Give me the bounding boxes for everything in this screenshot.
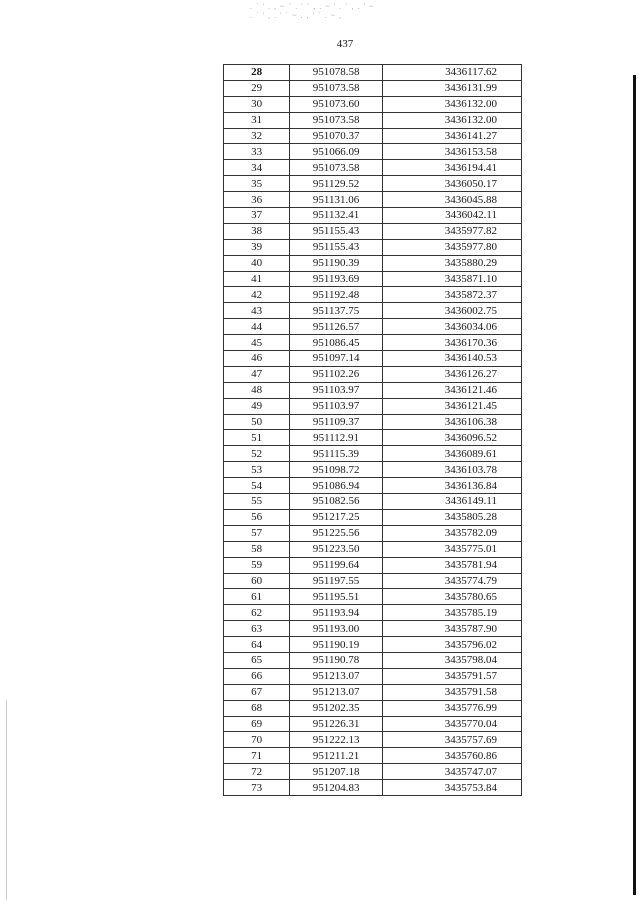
- point-number-cell: 65: [224, 652, 290, 668]
- table-row: [224, 382, 522, 398]
- x-coordinate-cell: 951132.41: [290, 208, 383, 224]
- point-number-cell: 73: [224, 780, 290, 796]
- table-row: [224, 144, 522, 160]
- x-coordinate-cell: 951066.09: [290, 144, 383, 160]
- y-coordinate-cell: 3435791.57: [382, 668, 521, 684]
- table-row: [224, 509, 522, 525]
- x-coordinate-cell: 951213.07: [290, 668, 383, 684]
- y-coordinate-cell: 3436132.00: [382, 96, 521, 112]
- point-number-cell: 44: [224, 319, 290, 335]
- point-number-cell: 70: [224, 732, 290, 748]
- point-number-cell: 58: [224, 541, 290, 557]
- table-row: [224, 732, 522, 748]
- table-row: [224, 335, 522, 351]
- x-coordinate-cell: 951073.58: [290, 160, 383, 176]
- scan-artifact: . ` ' . , ~ ` . ' ` , . ~ ' . ` , . ' ~ . ` ' , . ' ` ~ . , ' ` . ~ ,: [250, 2, 375, 20]
- table-row: [224, 494, 522, 510]
- x-coordinate-cell: 951202.35: [290, 700, 383, 716]
- y-coordinate-cell: 3436131.99: [382, 80, 521, 96]
- y-coordinate-cell: 3435880.29: [382, 255, 521, 271]
- x-coordinate-cell: 951131.06: [290, 192, 383, 208]
- point-number-cell: 72: [224, 764, 290, 780]
- x-coordinate-cell: 951073.58: [290, 112, 383, 128]
- point-number-cell: 36: [224, 192, 290, 208]
- point-number-cell: 35: [224, 176, 290, 192]
- x-coordinate-cell: 951097.14: [290, 351, 383, 367]
- point-number-cell: 53: [224, 462, 290, 478]
- x-coordinate-cell: 951086.45: [290, 335, 383, 351]
- table-row: [224, 589, 522, 605]
- table-row: [224, 351, 522, 367]
- x-coordinate-cell: 951155.43: [290, 223, 383, 239]
- y-coordinate-cell: 3436042.11: [382, 208, 521, 224]
- point-number-cell: 39: [224, 239, 290, 255]
- y-coordinate-cell: 3436103.78: [382, 462, 521, 478]
- y-coordinate-cell: 3436140.53: [382, 351, 521, 367]
- x-coordinate-cell: 951078.58: [290, 65, 383, 81]
- table-row: [224, 684, 522, 700]
- table-row: [224, 239, 522, 255]
- table-row: [224, 112, 522, 128]
- x-coordinate-cell: 951226.31: [290, 716, 383, 732]
- point-number-cell: 63: [224, 621, 290, 637]
- x-coordinate-cell: 951073.60: [290, 96, 383, 112]
- y-coordinate-cell: 3436194.41: [382, 160, 521, 176]
- y-coordinate-cell: 3436002.75: [382, 303, 521, 319]
- y-coordinate-cell: 3435780.65: [382, 589, 521, 605]
- table-row: [224, 700, 522, 716]
- point-number-cell: 49: [224, 398, 290, 414]
- coordinates-table-body: [224, 65, 522, 796]
- table-row: [224, 287, 522, 303]
- y-coordinate-cell: 3435796.02: [382, 637, 521, 653]
- x-coordinate-cell: 951190.78: [290, 652, 383, 668]
- point-number-cell: 59: [224, 557, 290, 573]
- table-row: [224, 748, 522, 764]
- table-row: [224, 303, 522, 319]
- point-number-cell: 47: [224, 366, 290, 382]
- table-row: [224, 621, 522, 637]
- point-number-cell: 62: [224, 605, 290, 621]
- point-number-cell: 31: [224, 112, 290, 128]
- table-row: [224, 605, 522, 621]
- table-row: [224, 255, 522, 271]
- x-coordinate-cell: 951195.51: [290, 589, 383, 605]
- point-number-cell: 55: [224, 494, 290, 510]
- x-coordinate-cell: 951197.55: [290, 573, 383, 589]
- table-row: [224, 478, 522, 494]
- y-coordinate-cell: 3435785.19: [382, 605, 521, 621]
- x-coordinate-cell: 951115.39: [290, 446, 383, 462]
- table-row: [224, 398, 522, 414]
- point-number-cell: 30: [224, 96, 290, 112]
- y-coordinate-cell: 3436089.61: [382, 446, 521, 462]
- x-coordinate-cell: 951211.21: [290, 748, 383, 764]
- point-number-cell: 29: [224, 80, 290, 96]
- point-number-cell: 42: [224, 287, 290, 303]
- point-number-cell: 67: [224, 684, 290, 700]
- x-coordinate-cell: 951129.52: [290, 176, 383, 192]
- table-row: [224, 780, 522, 796]
- y-coordinate-cell: 3436121.45: [382, 398, 521, 414]
- point-number-cell: 52: [224, 446, 290, 462]
- point-number-cell: 33: [224, 144, 290, 160]
- y-coordinate-cell: 3435781.94: [382, 557, 521, 573]
- y-coordinate-cell: 3436096.52: [382, 430, 521, 446]
- y-coordinate-cell: 3436153.58: [382, 144, 521, 160]
- y-coordinate-cell: 3435791.58: [382, 684, 521, 700]
- table-row: [224, 319, 522, 335]
- table-row: [224, 525, 522, 541]
- x-coordinate-cell: 951102.26: [290, 366, 383, 382]
- x-coordinate-cell: 951217.25: [290, 509, 383, 525]
- y-coordinate-cell: 3436121.46: [382, 382, 521, 398]
- table-row: [224, 446, 522, 462]
- point-number-cell: 28: [224, 65, 290, 81]
- x-coordinate-cell: 951193.94: [290, 605, 383, 621]
- point-number-cell: 51: [224, 430, 290, 446]
- point-number-cell: 32: [224, 128, 290, 144]
- y-coordinate-cell: 3435770.04: [382, 716, 521, 732]
- x-coordinate-cell: 951207.18: [290, 764, 383, 780]
- table-row: [224, 637, 522, 653]
- x-coordinate-cell: 951086.94: [290, 478, 383, 494]
- table-row: [224, 65, 522, 81]
- point-number-cell: 34: [224, 160, 290, 176]
- table-row: [224, 271, 522, 287]
- table-row: [224, 96, 522, 112]
- y-coordinate-cell: 3436141.27: [382, 128, 521, 144]
- y-coordinate-cell: 3436106.38: [382, 414, 521, 430]
- table-row: [224, 366, 522, 382]
- y-coordinate-cell: 3436170.36: [382, 335, 521, 351]
- point-number-cell: 69: [224, 716, 290, 732]
- table-row: [224, 192, 522, 208]
- x-coordinate-cell: 951190.19: [290, 637, 383, 653]
- x-coordinate-cell: 951082.56: [290, 494, 383, 510]
- y-coordinate-cell: 3436034.06: [382, 319, 521, 335]
- y-coordinate-cell: 3435871.10: [382, 271, 521, 287]
- x-coordinate-cell: 951098.72: [290, 462, 383, 478]
- point-number-cell: 64: [224, 637, 290, 653]
- table-row: [224, 764, 522, 780]
- y-coordinate-cell: 3435782.09: [382, 525, 521, 541]
- y-coordinate-cell: 3435977.80: [382, 239, 521, 255]
- x-coordinate-cell: 951103.97: [290, 398, 383, 414]
- point-number-cell: 46: [224, 351, 290, 367]
- point-number-cell: 54: [224, 478, 290, 494]
- y-coordinate-cell: 3435753.84: [382, 780, 521, 796]
- point-number-cell: 40: [224, 255, 290, 271]
- scan-margin-line: [6, 700, 7, 900]
- y-coordinate-cell: 3435760.86: [382, 748, 521, 764]
- x-coordinate-cell: 951223.50: [290, 541, 383, 557]
- point-number-cell: 43: [224, 303, 290, 319]
- table-row: [224, 573, 522, 589]
- table-row: [224, 414, 522, 430]
- y-coordinate-cell: 3435757.69: [382, 732, 521, 748]
- table-row: [224, 557, 522, 573]
- table-row: [224, 208, 522, 224]
- y-coordinate-cell: 3436050.17: [382, 176, 521, 192]
- x-coordinate-cell: 951137.75: [290, 303, 383, 319]
- x-coordinate-cell: 951192.48: [290, 287, 383, 303]
- scan-edge-bar: [633, 75, 636, 895]
- y-coordinate-cell: 3435776.99: [382, 700, 521, 716]
- table-row: [224, 668, 522, 684]
- y-coordinate-cell: 3436126.27: [382, 366, 521, 382]
- x-coordinate-cell: 951073.58: [290, 80, 383, 96]
- table-row: [224, 462, 522, 478]
- x-coordinate-cell: 951193.69: [290, 271, 383, 287]
- table-row: [224, 541, 522, 557]
- y-coordinate-cell: 3435747.07: [382, 764, 521, 780]
- y-coordinate-cell: 3435977.82: [382, 223, 521, 239]
- table-row: [224, 176, 522, 192]
- y-coordinate-cell: 3435775.01: [382, 541, 521, 557]
- y-coordinate-cell: 3435798.04: [382, 652, 521, 668]
- y-coordinate-cell: 3436132.00: [382, 112, 521, 128]
- point-number-cell: 56: [224, 509, 290, 525]
- x-coordinate-cell: 951199.64: [290, 557, 383, 573]
- x-coordinate-cell: 951109.37: [290, 414, 383, 430]
- point-number-cell: 66: [224, 668, 290, 684]
- x-coordinate-cell: 951193.00: [290, 621, 383, 637]
- point-number-cell: 60: [224, 573, 290, 589]
- y-coordinate-cell: 3436149.11: [382, 494, 521, 510]
- point-number-cell: 71: [224, 748, 290, 764]
- table-row: [224, 652, 522, 668]
- table-row: [224, 160, 522, 176]
- x-coordinate-cell: 951155.43: [290, 239, 383, 255]
- y-coordinate-cell: 3435872.37: [382, 287, 521, 303]
- y-coordinate-cell: 3435774.79: [382, 573, 521, 589]
- y-coordinate-cell: 3435787.90: [382, 621, 521, 637]
- x-coordinate-cell: 951225.56: [290, 525, 383, 541]
- table-row: [224, 716, 522, 732]
- point-number-cell: 50: [224, 414, 290, 430]
- x-coordinate-cell: 951070.37: [290, 128, 383, 144]
- x-coordinate-cell: 951112.91: [290, 430, 383, 446]
- point-number-cell: 61: [224, 589, 290, 605]
- x-coordinate-cell: 951126.57: [290, 319, 383, 335]
- table-row: [224, 430, 522, 446]
- point-number-cell: 41: [224, 271, 290, 287]
- y-coordinate-cell: 3436117.62: [382, 65, 521, 81]
- table-row: [224, 128, 522, 144]
- x-coordinate-cell: 951222.13: [290, 732, 383, 748]
- point-number-cell: 68: [224, 700, 290, 716]
- x-coordinate-cell: 951204.83: [290, 780, 383, 796]
- x-coordinate-cell: 951213.07: [290, 684, 383, 700]
- coordinates-table: [223, 64, 522, 796]
- x-coordinate-cell: 951103.97: [290, 382, 383, 398]
- y-coordinate-cell: 3436045.88: [382, 192, 521, 208]
- point-number-cell: 37: [224, 208, 290, 224]
- point-number-cell: 45: [224, 335, 290, 351]
- y-coordinate-cell: 3436136.84: [382, 478, 521, 494]
- point-number-cell: 38: [224, 223, 290, 239]
- point-number-cell: 48: [224, 382, 290, 398]
- table-row: [224, 223, 522, 239]
- point-number-cell: 57: [224, 525, 290, 541]
- page-number: 437: [336, 38, 354, 50]
- x-coordinate-cell: 951190.39: [290, 255, 383, 271]
- table-row: [224, 80, 522, 96]
- y-coordinate-cell: 3435805.28: [382, 509, 521, 525]
